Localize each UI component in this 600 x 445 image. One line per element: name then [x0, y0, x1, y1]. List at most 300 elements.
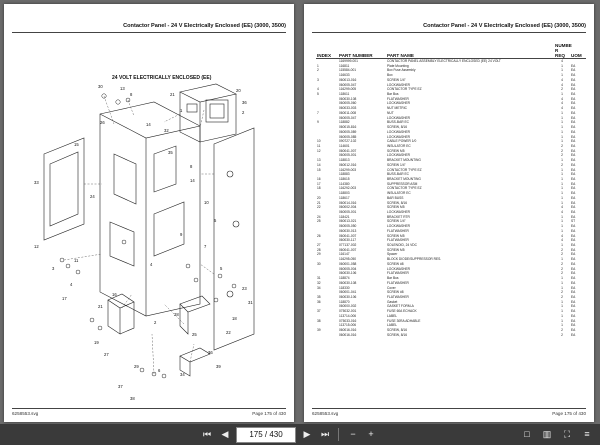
row-part-number: 116299-003 [339, 167, 357, 172]
header-part-name: PART NAME [386, 43, 554, 59]
row-uom: EA [571, 125, 576, 130]
row-qty: 1 [561, 110, 563, 115]
callout-number: 23 [242, 286, 247, 291]
row-part-number: 113715-006 [339, 323, 357, 328]
row-part-name: NUT METRIC [387, 106, 407, 111]
row-part-number: 060005-050 [339, 224, 357, 229]
row-part-name: LOCKWASHER [387, 134, 410, 139]
previous-page-icon[interactable]: ◀ [221, 429, 229, 439]
page-title: Contactor Panel - 24 V Electrically Enclosed (EE) (3000, 3500) [423, 23, 586, 29]
row-part-number: 060005-004 [339, 266, 357, 271]
parts-table [316, 43, 586, 337]
row-index: 17 [317, 181, 321, 186]
row-uom: EA [571, 158, 576, 163]
row-part-name: SCREW M5 [387, 247, 405, 252]
row-part-number: 116147 [339, 252, 350, 257]
row-part-number: 060005-060 [339, 101, 357, 106]
callout-number: 27 [104, 352, 109, 357]
row-uom: EA [571, 285, 576, 290]
row-part-name: INSULATOR EC [387, 191, 411, 196]
row-part-number: 118617 [339, 195, 350, 200]
callout-number: 10 [204, 200, 209, 205]
row-part-name: SCREW #8 [387, 290, 404, 295]
row-uom: ST [571, 219, 576, 224]
row-uom: EA [571, 205, 576, 210]
row-part-name: LOCKWASHER [387, 266, 410, 271]
header-index: INDEX [316, 43, 338, 59]
row-uom: EA [571, 327, 576, 332]
row-index: 36 [317, 299, 321, 304]
row-part-name: SCREW M5 [387, 233, 405, 238]
row-uom: EA [571, 261, 576, 266]
row-uom: EA [571, 200, 576, 205]
row-part-name: SCREW, 8/16 [387, 125, 408, 130]
row-part-name: SCREW M5 [387, 205, 405, 210]
row-part-name: BUSS-BAR EC [387, 120, 410, 125]
row-part-number: 075033-016 [339, 318, 357, 323]
row-index: 5 [317, 92, 319, 97]
row-part-name: LOCKWASHER [387, 153, 410, 158]
row-part-name: CONTACTOR TYPE EZ [387, 167, 422, 172]
row-part-name: FLATWASHER [387, 238, 409, 243]
row-qty: 2 [561, 153, 563, 158]
row-part-name: CONTACTOR TYPE EZ [387, 186, 422, 191]
callout-number: 21 [170, 92, 175, 97]
callout-number: 36 [208, 350, 213, 355]
row-qty: 1 [561, 309, 563, 314]
row-part-number: 118882 [339, 120, 350, 125]
row-part-name: BRACKET MOUNTING [387, 176, 421, 181]
row-part-number: 118330 [339, 285, 350, 290]
footer-rule [312, 408, 586, 409]
row-qty: 4 [561, 101, 563, 106]
next-page-icon[interactable]: ▶ [303, 429, 311, 439]
callout-number: 33 [34, 180, 39, 185]
row-part-name: BLOCK DIODE/SUPPRESSOR RES. [387, 257, 442, 262]
row-part-name: BUSS-BAR EC [387, 172, 410, 177]
row-part-number: 060005-047 [339, 115, 357, 120]
callout-number: 21 [98, 304, 103, 309]
header-uom: UOM [570, 43, 586, 59]
row-part-number: 118883 [339, 172, 350, 177]
first-page-icon[interactable]: ⏮ [202, 429, 212, 439]
row-part-name: LOCKWASHER [387, 115, 410, 120]
row-part-name: BRACKET MOUNTING [387, 158, 421, 163]
row-qty: 4 [561, 233, 563, 238]
row-uom: EA [571, 82, 576, 87]
row-part-number: 060030-106 [339, 271, 357, 276]
header-part-number: PART NUMBER [338, 43, 386, 59]
row-part-name: Bar Bus [387, 276, 399, 281]
row-uom: EA [571, 233, 576, 238]
row-uom: EA [571, 134, 576, 139]
parts-list-page [304, 4, 594, 422]
row-index: 7 [317, 110, 319, 115]
callout-number: 17 [62, 296, 67, 301]
row-part-number: 116633 [339, 73, 350, 78]
callout-number: 24 [90, 194, 95, 199]
row-part-number: 075032-001 [339, 309, 357, 314]
row-uom: EA [571, 176, 576, 181]
row-part-number: 060005-001 [339, 210, 357, 214]
two-page-view-icon[interactable]: ▥ [542, 429, 552, 439]
row-uom: EA [571, 224, 576, 229]
row-qty: 4 [561, 238, 563, 243]
page-title: Contactor Panel - 24 V Electrically Enclosed (EE) (3000, 3500) [123, 23, 286, 29]
row-part-number: 060041-007 [339, 247, 357, 252]
row-index: 34 [317, 285, 321, 290]
callout-number: 30 [98, 84, 103, 89]
row-part-name: FUSE 30RA ADHABLE [387, 318, 421, 323]
row-qty: 1 [561, 92, 563, 97]
row-part-number: 060016-016 [339, 327, 357, 332]
callout-number: 2 [242, 110, 245, 115]
callout-number: 8 [130, 92, 133, 97]
callout-number: 19 [94, 340, 99, 345]
row-index: 16 [317, 176, 321, 181]
row-uom: EA [571, 106, 576, 111]
row-part-name: LABEL [387, 313, 398, 318]
row-uom: EA [571, 101, 576, 106]
row-qty: 2 [561, 87, 563, 92]
zoom-in-icon[interactable]: + [368, 429, 374, 439]
row-uom: EA [571, 87, 576, 92]
row-uom: EA [571, 110, 576, 115]
row-qty: 4 [561, 205, 563, 210]
row-index: 25 [317, 219, 321, 224]
header-qty: NUMBE R REQ [555, 43, 572, 58]
row-index: 22 [317, 205, 321, 210]
row-qty: 1 [561, 181, 563, 186]
row-uom: EA [571, 332, 576, 337]
row-index: 28 [317, 247, 321, 252]
row-part-number: 116299-005 [339, 87, 357, 92]
row-index: 12 [317, 148, 321, 153]
row-part-name: SUPPRESSOR ASM [387, 181, 418, 186]
row-index: 1 [317, 63, 319, 68]
row-qty: 2 [561, 294, 563, 299]
row-part-number: 060005-047 [339, 82, 357, 87]
row-uom: EA [571, 252, 576, 257]
row-qty: 4 [561, 77, 563, 82]
fullscreen-icon[interactable]: ⛶ [563, 429, 571, 439]
row-part-number: 118611 [339, 92, 350, 97]
row-part-number: 060013-016 [339, 77, 357, 82]
row-index: 3 [317, 77, 319, 82]
row-part-number: 060041-007 [339, 233, 357, 238]
callout-number: 11 [74, 258, 79, 263]
row-part-name: GASKET FORM-A [387, 304, 414, 309]
row-part-name: CONTACTOR PANEL ASSEMBLY ELECTRICALLY ENCLOSED (EE) 24 VOLT [387, 59, 501, 63]
zoom-out-icon[interactable]: − [350, 429, 356, 439]
row-qty: 2 [561, 252, 563, 257]
row-qty: 1 [561, 139, 563, 144]
row-qty: 1 [561, 280, 563, 285]
row-part-number: 118870 [339, 299, 350, 304]
row-qty: 2 [561, 148, 563, 153]
row-uom: EA [571, 148, 576, 153]
row-qty: 1 [561, 129, 563, 134]
last-page-icon[interactable]: ⏭ [320, 429, 330, 439]
row-part-name: SCREW, 8/16 [387, 327, 408, 332]
footer-rule [12, 408, 286, 409]
row-part-name: Bar Bus [387, 92, 399, 97]
page-number-input[interactable]: 175 / 430 [236, 427, 296, 443]
row-index: 10 [317, 139, 321, 144]
callout-number: 5 [214, 218, 217, 223]
callout-number: 2 [154, 320, 157, 325]
callout-layer [4, 4, 294, 422]
callout-number: 6 [158, 368, 161, 373]
row-part-number: 060001-058 [339, 261, 357, 266]
row-part-name: FLATWASHER [387, 228, 409, 233]
row-part-name: LOCKWASHER [387, 224, 410, 229]
row-index: 35 [317, 294, 321, 299]
row-uom: EA [571, 318, 576, 323]
callout-number: 4 [150, 262, 153, 267]
row-part-name: Cover [387, 285, 396, 290]
callout-number: 7 [204, 244, 207, 249]
settings-icon[interactable]: ≡ [584, 429, 590, 439]
row-part-name: SCREW 1/4" [387, 162, 406, 167]
row-part-number: 118615 [339, 176, 350, 181]
row-uom: EA [571, 294, 576, 299]
row-qty: 1 [561, 120, 563, 125]
row-qty: 1 [561, 195, 563, 200]
row-part-name: Spacer [387, 252, 398, 257]
callout-number: 14 [190, 178, 195, 183]
row-part-name: LOCKWASHER [387, 82, 410, 87]
row-qty: 2 [561, 266, 563, 271]
row-part-name: SCREW, 8/16 [387, 332, 408, 337]
row-uom: EA [571, 214, 576, 219]
row-part-number: 060033-003 [339, 106, 357, 111]
callout-number: 20 [236, 88, 241, 93]
row-uom: EA [571, 238, 576, 243]
row-index: 31 [317, 276, 321, 281]
row-qty: 1 [561, 299, 563, 304]
row-qty: 1 [561, 304, 563, 309]
footer-doc-id: 6258553.svg [312, 411, 339, 416]
row-part-name: FLATWASHER [387, 294, 409, 299]
row-uom: EA [571, 167, 576, 172]
row-index: 2 [317, 68, 319, 73]
fit-page-icon[interactable]: □ [524, 429, 530, 439]
diagram-page [4, 4, 294, 422]
row-uom: EA [571, 228, 576, 233]
row-part-number: 118813 [339, 158, 350, 163]
row-uom: EA [571, 139, 576, 144]
callout-number: 18 [232, 316, 237, 321]
row-part-number: 060030-108 [339, 96, 357, 101]
row-part-name: CABLE POWER 1/0 [387, 139, 417, 144]
row-part-number: 060030-108 [339, 280, 357, 285]
callout-number: 9 [180, 232, 183, 237]
row-uom: EA [571, 115, 576, 120]
row-qty: 1 [561, 224, 563, 229]
row-uom: EA [571, 191, 576, 196]
row-part-name: CONTACTOR TYPE EZ [387, 87, 422, 92]
row-qty: 1 [561, 285, 563, 290]
row-qty: 1 [561, 158, 563, 163]
row-index: 30 [317, 261, 321, 266]
row-part-number: 116811 [339, 63, 350, 68]
row-qty: 1 [561, 73, 563, 78]
row-qty: 1 [561, 276, 563, 281]
row-part-name: FUSE 60A ECHACK [387, 309, 417, 314]
row-qty: 1 [561, 214, 563, 219]
row-uom: EA [571, 186, 576, 191]
row-qty: 4 [561, 59, 563, 63]
row-uom: EA [571, 304, 576, 309]
callout-number: 8 [190, 164, 193, 169]
row-part-name: FLATWASHER [387, 280, 409, 285]
viewer-toolbar [0, 424, 600, 445]
callout-number: 32 [164, 128, 169, 133]
row-qty: 1 [561, 176, 563, 181]
row-uom: EA [571, 92, 576, 97]
row-part-name: FLATWASHER [387, 96, 409, 101]
row-uom: EA [571, 181, 576, 186]
row-part-number: 060013-021 [339, 219, 357, 224]
row-part-number: 060005-089 [339, 129, 357, 134]
row-part-number: 1169999-001 [339, 59, 358, 63]
row-uom: EA [571, 299, 576, 304]
row-uom: EA [571, 96, 576, 101]
callout-number: 31 [248, 300, 253, 305]
row-index: 29 [317, 252, 321, 257]
row-uom: EA [571, 276, 576, 281]
row-uom: EA [571, 73, 576, 78]
row-part-name: INSULATOR EC [387, 143, 411, 148]
row-part-number: 060005-085 [339, 134, 357, 139]
footer-doc-id: 6258553.svg [12, 411, 39, 416]
row-qty: 1 [561, 243, 563, 248]
row-uom: EA [571, 257, 576, 262]
row-qty: 1 [561, 323, 563, 328]
row-index: 13 [317, 158, 321, 163]
row-uom: EA [571, 153, 576, 158]
row-part-name: BRACKET RTR [387, 214, 410, 219]
row-qty: 2 [561, 143, 563, 148]
row-part-name: Box [387, 73, 393, 78]
callout-number: 25 [192, 332, 197, 337]
footer-page-number: Page 175 of 430 [552, 411, 586, 416]
row-index: 37 [317, 309, 321, 314]
row-qty: 1 [561, 63, 563, 68]
row-part-number: 060041-007 [339, 148, 357, 153]
row-part-number: 115584-001 [339, 68, 357, 73]
callout-number: 35 [168, 150, 173, 155]
row-index: 4 [317, 87, 319, 92]
callout-number: 13 [120, 86, 125, 91]
header-rule [312, 32, 586, 33]
callout-number: 37 [118, 384, 123, 389]
callout-number: 16 [112, 292, 117, 297]
row-uom: EA [571, 309, 576, 314]
row-part-number: 118803 [339, 191, 350, 196]
row-qty: 2 [561, 162, 563, 167]
row-part-name: Plate Mounting [387, 63, 409, 68]
row-qty: 1 [561, 172, 563, 177]
row-qty: 2 [561, 261, 563, 266]
row-index [316, 333, 338, 338]
row-part-name: BAR BUSS [387, 195, 404, 200]
row-part-number: 060030-013 [339, 228, 357, 233]
row-part-number: 060011-008 [339, 110, 357, 115]
row-part-number: 060000-002 [339, 304, 357, 309]
callout-number: 15 [74, 142, 79, 147]
row-part-number: 060005-001 [339, 153, 357, 158]
row-index: 38 [317, 318, 321, 323]
row-index: 24 [317, 214, 321, 219]
row-uom: EA [571, 120, 576, 125]
callout-number: 28 [174, 312, 179, 317]
row-qty: 2 [561, 271, 563, 276]
row-qty: 2 [561, 247, 563, 252]
row-part-name: Box Fuse Assembly [387, 68, 416, 73]
row-qty: 1 [561, 125, 563, 130]
row-qty: 2 [561, 327, 563, 332]
row-part-number: 060030-117 [339, 238, 357, 243]
row-uom: EA [571, 266, 576, 271]
row-uom: EA [571, 68, 576, 73]
row-part-name: SCREW 1/4" [387, 219, 406, 224]
row-qty: 1 [561, 167, 563, 172]
row-part-number: 077137-002 [339, 243, 357, 248]
row-index: 18 [317, 186, 321, 191]
toolbar-separator [338, 428, 339, 441]
row-qty: 4 [561, 106, 563, 111]
row-qty: 2 [561, 290, 563, 295]
row-part-name: FLATWASHER [387, 271, 409, 276]
row-part-number: 114601 [339, 143, 350, 148]
row-part-number: 060014-016 [339, 200, 357, 205]
callout-number: 38 [130, 396, 135, 401]
row-qty: 1 [561, 219, 563, 224]
row-uom: EA [571, 172, 576, 177]
row-qty: 1 [561, 186, 563, 191]
row-part-number: 060001-041 [339, 290, 357, 295]
row-part-name: SCREW, 8/16 [387, 200, 408, 205]
row-part-number: 060002-004 [339, 205, 357, 210]
row-part-name: SOLENOID, 24 VDC [387, 243, 417, 248]
row-uom: EA [571, 290, 576, 295]
callout-number: 5 [220, 266, 223, 271]
row-index: 14 [317, 162, 321, 167]
row-index: 26 [317, 233, 321, 238]
row-qty: 1 [561, 68, 563, 73]
callout-number: 29 [134, 364, 139, 369]
row-part-number: 113714-006 [339, 313, 357, 318]
row-uom: EA [571, 63, 576, 68]
row-index: 11 [317, 143, 321, 148]
row-part-name: LOCKWASHER [387, 210, 410, 214]
row-uom: EA [571, 210, 576, 214]
row-uom: EA [571, 271, 576, 276]
row-uom: EA [571, 280, 576, 285]
footer-page-number: Page 175 of 430 [252, 411, 286, 416]
callout-number: 39 [216, 364, 221, 369]
row-part-name: LOCKWASHER [387, 129, 410, 134]
callout-number: 3 [52, 266, 55, 271]
row-index: 32 [317, 280, 321, 285]
table-row [316, 333, 586, 338]
row-part-number: 060016-016 [339, 332, 357, 337]
row-qty: 1 [561, 318, 563, 323]
row-uom: EA [571, 323, 576, 328]
row-part-number: 116292-003 [339, 186, 357, 191]
